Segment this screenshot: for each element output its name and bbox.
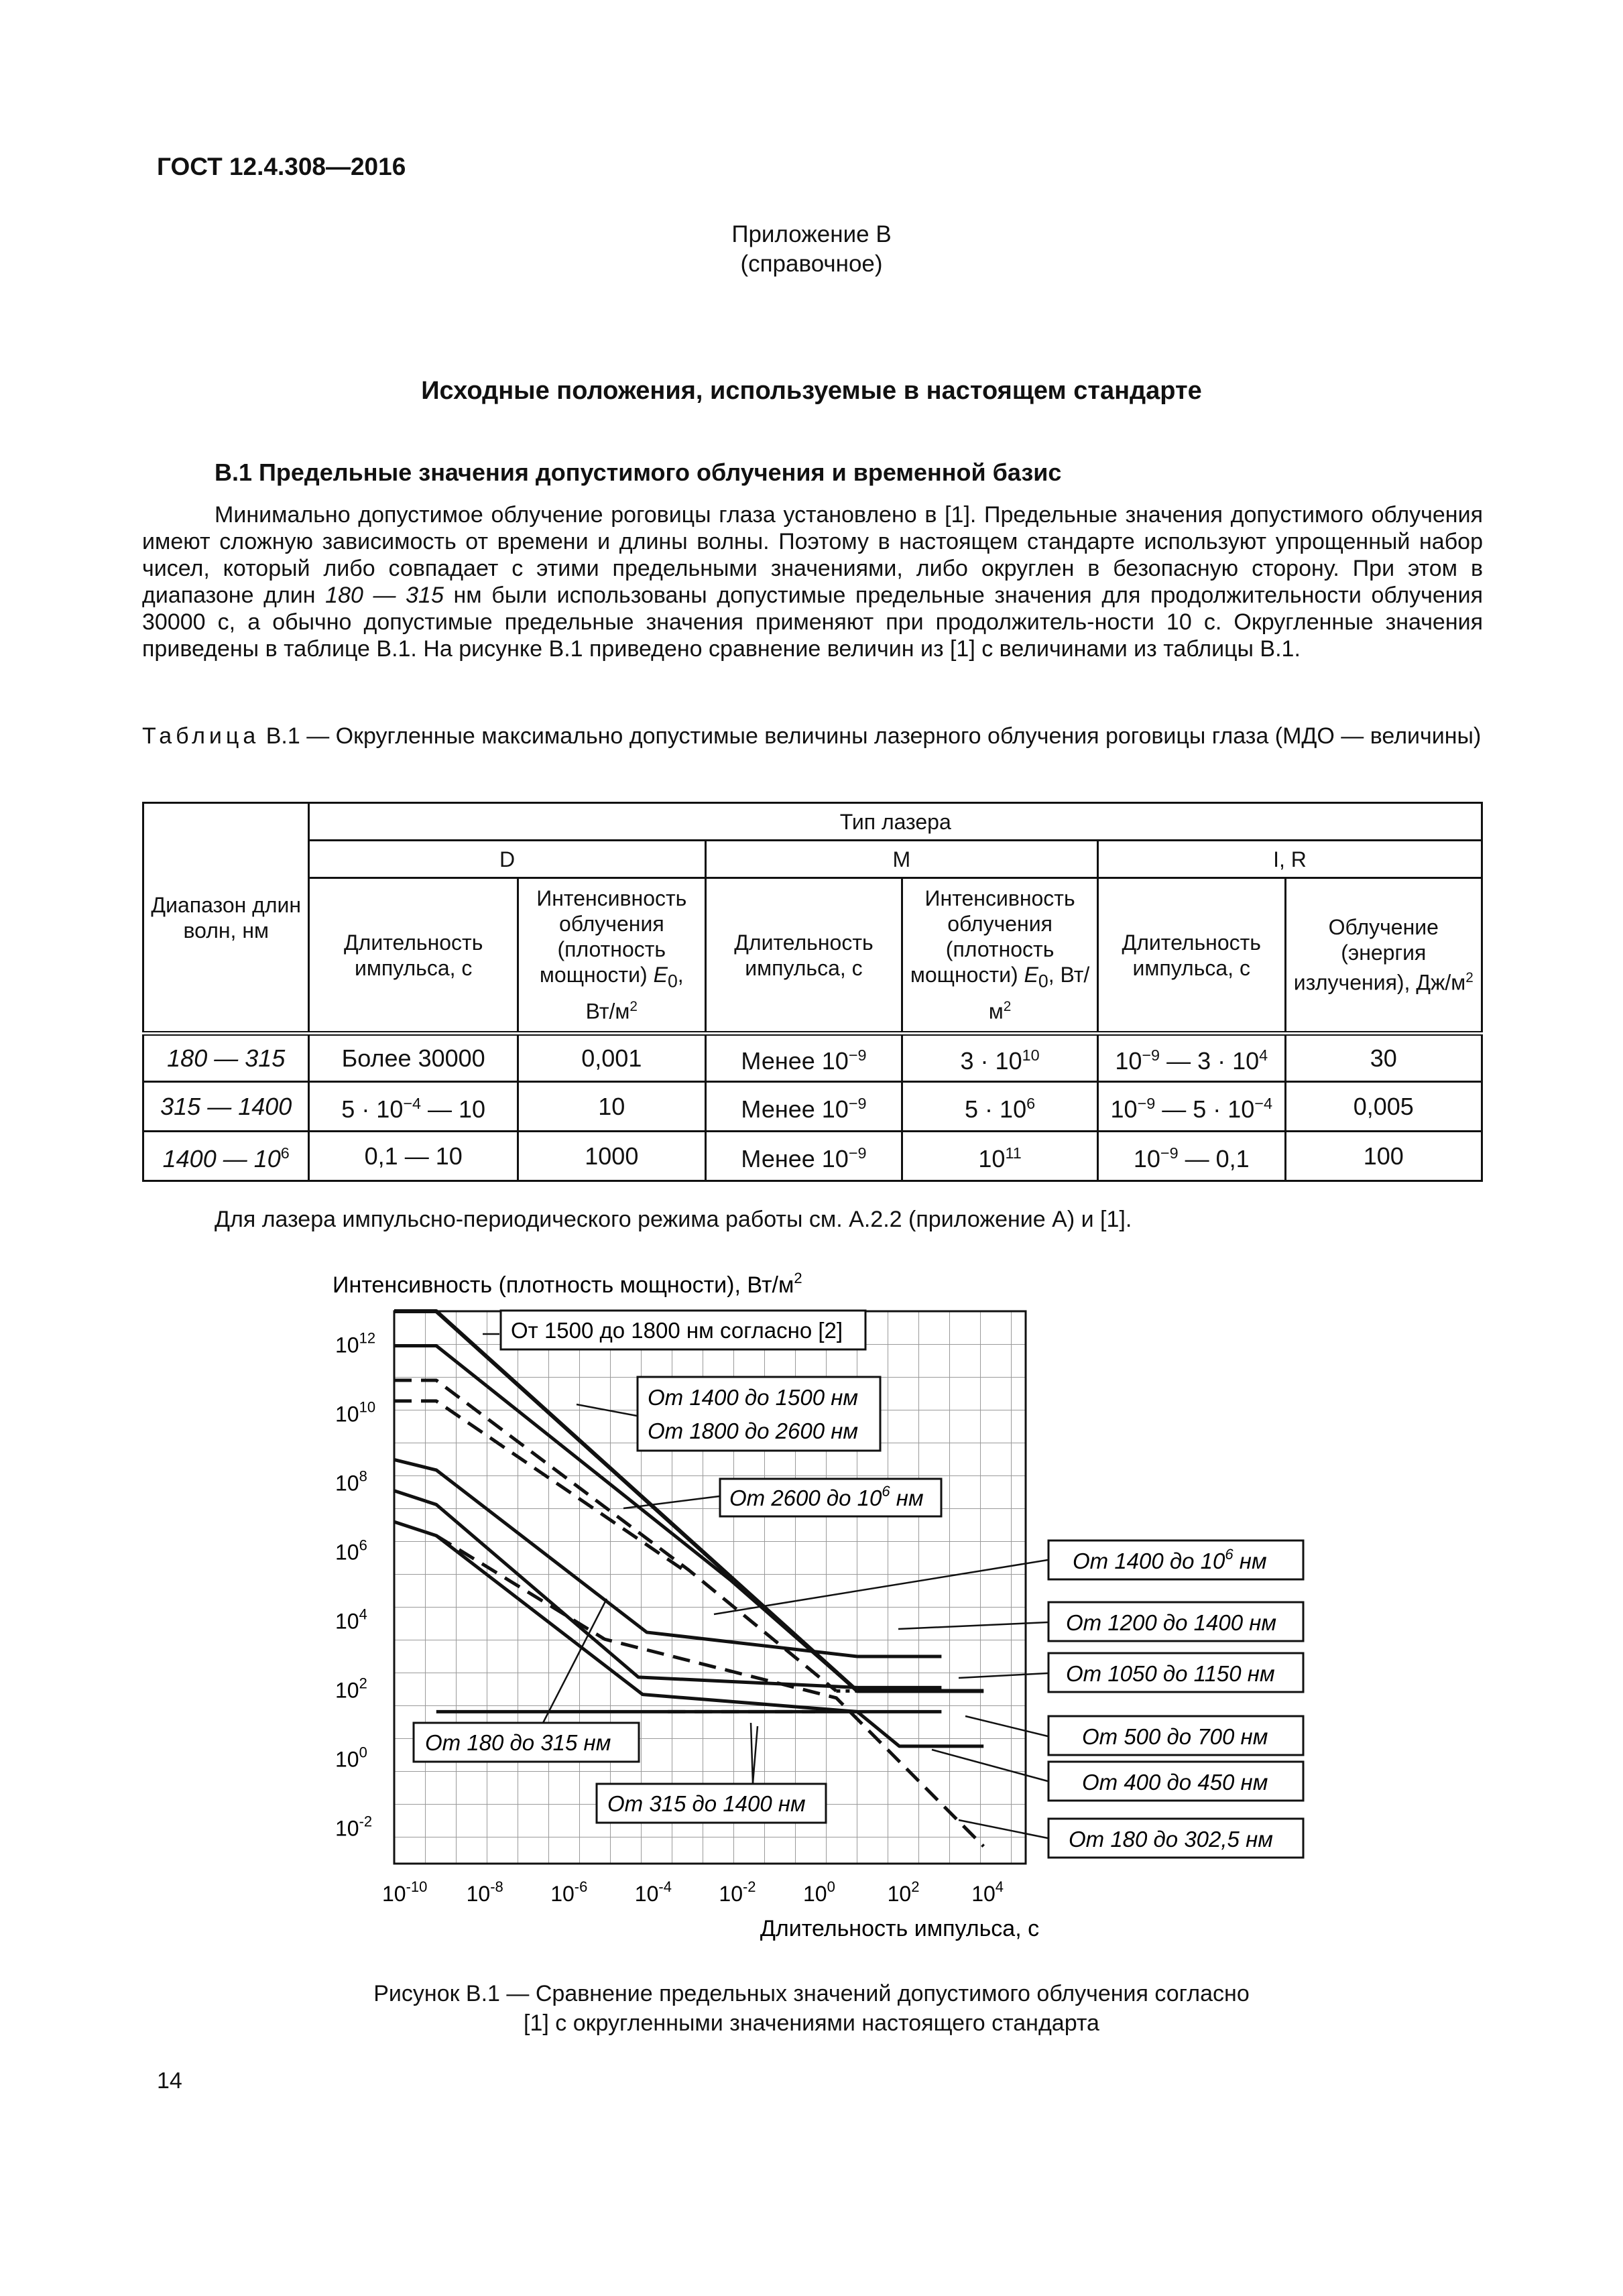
label-2600-1e6: [720, 1479, 941, 1516]
table-caption-text: В.1 — Округленные максимально допустимые величины лазерного облучения роговицы глаза (МДО — величины): [259, 723, 1482, 749]
svg-text:От 2600 до 106 нм: От 2600 до $10^6$ нм: [729, 1483, 924, 1510]
cell-d-duration: Более 30000: [309, 1034, 518, 1082]
x-tick-label-7: $10^4$: [971, 1878, 1004, 1906]
m-intensity-header: Интенсивность облучения (плотность мощности) $E_0$, $Вт/м^2$: [902, 878, 1098, 1034]
m-duration-header: Длительность импульса, с: [705, 878, 902, 1034]
x-tick-label-6: $10^2$: [887, 1878, 920, 1906]
d-intensity-header: Интенсивность облучения (плотность мощности) $E_0$, $Вт/м^2$: [518, 878, 705, 1034]
cell-d-duration: $5 \cdot 10^{-4}$ — 10: [309, 1082, 518, 1132]
label-400-450: [1048, 1762, 1303, 1801]
y-tick-label-2: $10^8$: [335, 1467, 367, 1496]
y-tick-label-1: $10^{10}$: [335, 1398, 376, 1427]
figure-caption-line-1: Рисунок В.1 — Сравнение предельных значений допустимого облучения согласно: [373, 1981, 1250, 2006]
x-axis-label: Длительность импульса, с: [760, 1916, 1040, 1941]
x-tick-label-3: $10^{-4}$: [634, 1878, 672, 1906]
x-tick-label-0: $10^{-10}$: [382, 1878, 428, 1906]
x-tick-label-5: $10^0$: [803, 1878, 835, 1906]
paragraph-part-2: нм были использованы допустимые предельные значения для продолжительности облучения 30000 с, а обычно допустимые предельные значения применяют при продолжитель-ности 10 с. Округленные значения приведены в таблице В.1. На рисунке В.1 приведено сравнение величин из [1] с величинами из таблицы В.1.: [142, 583, 1483, 662]
svg-text:От 315 до 1400 нм: От 315 до 1400 нм: [607, 1791, 806, 1816]
cell-d-duration: 0,1 — 10: [309, 1132, 518, 1181]
label-1400-1500-1800-2600: [638, 1377, 880, 1451]
group-m: M: [705, 841, 1097, 878]
group-d: D: [309, 841, 705, 878]
cell-range: 315 — 1400: [143, 1082, 309, 1132]
y-tick-label-0: $10^{12}$: [335, 1329, 376, 1357]
svg-text:От 500 до 700 нм: От 500 до 700 нм: [1082, 1724, 1268, 1749]
label-500-700: [1048, 1716, 1303, 1755]
y-axis-label: Интенсивность (плотность мощности), $Вт/м^2$: [333, 1270, 802, 1298]
cell-d-intensity: 10: [518, 1082, 705, 1132]
figure-caption-line-2: [1] с округленными значениями настоящего стандарта: [524, 2010, 1099, 2036]
cell-m-duration: Менее $10^{-9}$: [705, 1132, 902, 1181]
subsection-title: В.1 Предельные значения допустимого облучения и временной базис: [215, 459, 1062, 486]
svg-text:От 1400 до 106 нм: От 1400 до $10^6$ нм: [1073, 1546, 1267, 1573]
x-tick-label-4: $10^{-2}$: [719, 1878, 756, 1906]
cell-m-intensity: $10^{11}$: [902, 1132, 1098, 1181]
d-duration-header: Длительность импульса, с: [309, 878, 518, 1034]
x-tick-label-2: $10^{-6}$: [550, 1878, 588, 1906]
cell-d-intensity: 1000: [518, 1132, 705, 1181]
cell-ir-duration: $10^{-9}$ — 0,1: [1097, 1132, 1285, 1181]
svg-text:От 1400 до 1500 нм: От 1400 до 1500 нм: [648, 1385, 859, 1410]
ir-exposure-header: Облучение (энергия излучения), $Дж/м^2$: [1285, 878, 1482, 1034]
svg-text:От 180 до 302,5 нм: От 180 до 302,5 нм: [1069, 1827, 1273, 1852]
svg-text:От 1500 до 1800 нм согласно [2: От 1500 до 1800 нм согласно [2]: [511, 1318, 843, 1343]
cell-ir-exposure: 100: [1285, 1132, 1482, 1181]
cell-ir-exposure: 30: [1285, 1034, 1482, 1082]
cell-m-intensity: $3 \cdot 10^{10}$: [902, 1034, 1098, 1082]
label-1500-1800: [501, 1311, 865, 1349]
appendix-label: Приложение В: [731, 221, 892, 247]
y-tick-label-5: $10^2$: [335, 1675, 367, 1703]
appendix-status: (справочное): [740, 251, 883, 277]
svg-text:От 1050 до 1150 нм: От 1050 до 1150 нм: [1066, 1661, 1275, 1686]
section-title: Исходные положения, используемые в настоящем стандарте: [421, 377, 1202, 405]
laser-type-header: Тип лазера: [309, 803, 1482, 841]
cell-ir-exposure: 0,005: [1285, 1082, 1482, 1132]
cell-range: 1400 — $10^6$: [143, 1132, 309, 1181]
y-tick-label-4: $10^4$: [335, 1606, 367, 1634]
range-header: Диапазон длин волн, нм: [143, 803, 309, 1034]
cell-ir-duration: $10^{-9}$ — $5 \cdot 10^{-4}$: [1097, 1082, 1285, 1132]
cell-d-intensity: 0,001: [518, 1034, 705, 1082]
page-number: 14: [157, 2068, 182, 2094]
cell-range: 180 — 315: [143, 1034, 309, 1082]
svg-text:От 180 до 315 нм: От 180 до 315 нм: [425, 1730, 611, 1755]
y-tick-label-7: $10^{-2}$: [335, 1813, 373, 1841]
svg-text:От 1800 до 2600 нм: От 1800 до 2600 нм: [648, 1418, 859, 1443]
cell-m-intensity: $5 \cdot 10^6$: [902, 1082, 1098, 1132]
svg-text:От 1200 до 1400 нм: От 1200 до 1400 нм: [1066, 1610, 1277, 1635]
paragraph-part-1: Минимально допустимое облучение роговицы глаза установлено в [1]. Предельные значения допустимого облучения имеют сложную зависимость от времени и длины волны. Поэтому в настоящем стандарте используют упрощенный набор чисел, который либо совпадает с этими предельными значениями, либо округлен в безопасную сторону. При этом в диапазоне длин: [142, 502, 1483, 608]
table-caption-word: Таблица: [142, 723, 260, 749]
label-1050-1150: [1048, 1653, 1303, 1692]
x-tick-label-1: $10^{-8}$: [466, 1878, 503, 1906]
cell-m-duration: Менее $10^{-9}$: [705, 1082, 902, 1132]
ir-duration-header: Длительность импульса, с: [1097, 878, 1285, 1034]
label-1200-1400: [1048, 1602, 1303, 1641]
cell-ir-duration: $10^{-9}$ — $3 \cdot 10^4$: [1097, 1034, 1285, 1082]
y-tick-label-3: $10^6$: [335, 1536, 367, 1565]
label-1400-1e6: [1048, 1540, 1303, 1579]
svg-text:От 400 до 450 нм: От 400 до 450 нм: [1082, 1770, 1268, 1795]
y-tick-labels: [335, 1330, 375, 1841]
label-315-1400: [597, 1784, 826, 1823]
paragraph-range: 180 — 315: [325, 583, 444, 608]
document-code: ГОСТ 12.4.308—2016: [157, 153, 406, 180]
group-ir: I, R: [1097, 841, 1482, 878]
label-180-302-5: [1048, 1819, 1303, 1858]
cell-m-duration: Менее $10^{-9}$: [705, 1034, 902, 1082]
x-tick-labels: [382, 1878, 1004, 1906]
y-tick-label-6: $10^0$: [335, 1744, 367, 1772]
figure-caption: [0, 1979, 1623, 2038]
label-180-315: [414, 1723, 639, 1762]
table-note: Для лазера импульсно-периодического режима работы см. А.2.2 (приложение А) и [1].: [215, 1207, 1132, 1232]
